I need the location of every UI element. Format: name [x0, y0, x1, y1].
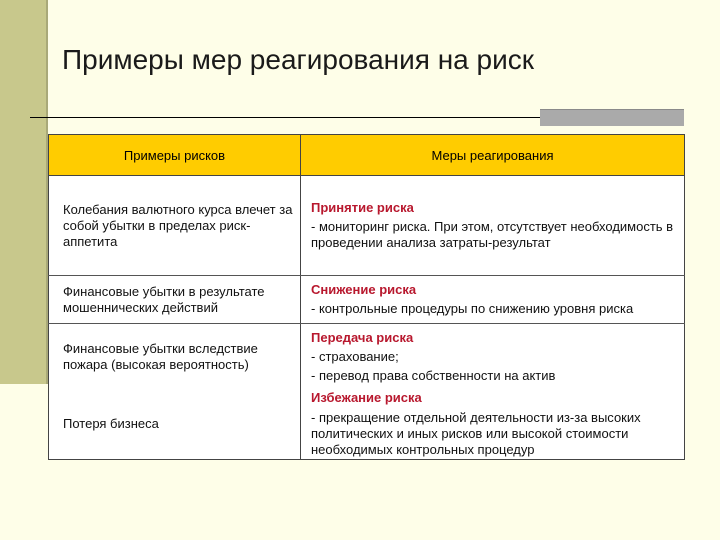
left-decorative-bar — [0, 0, 46, 384]
header-response-measures: Меры реагирования — [301, 135, 685, 176]
measure-cell — [301, 176, 685, 276]
measure-line: - контрольные процедуры по снижению уровня риска — [311, 301, 634, 316]
measure-line: - мониторинг риска. При этом, отсутствует необходимость в проведении анализа затраты-результат — [311, 219, 674, 250]
table-row — [49, 324, 685, 390]
measure-title: Избежание риска — [311, 390, 422, 406]
risk-cell: Финансовые убытки в результате мошеннических действий — [49, 276, 301, 324]
measure-title: Передача риска — [311, 329, 414, 345]
measure-line: - перевод права собственности на актив — [311, 367, 556, 383]
measure-title: Принятие риска — [311, 200, 414, 215]
measure-cell — [301, 324, 685, 390]
table-header-row — [49, 135, 685, 176]
table-row — [49, 390, 685, 460]
risk-response-table — [48, 134, 685, 460]
measure-title: Снижение риска — [311, 282, 417, 297]
measure-cell — [301, 276, 685, 324]
measure-cell — [301, 390, 685, 460]
slide-title: Примеры мер реагирования на риск — [62, 44, 534, 75]
risk-cell: Колебания валютного курса влечет за собой убытки в пределах риск-аппетита — [49, 176, 301, 276]
table-row — [49, 176, 685, 276]
risk-cell: Потеря бизнеса — [49, 390, 301, 460]
accent-block — [540, 110, 684, 126]
measure-line: - прекращение отдельной деятельности из-за высоких политических и иных рисков или высокой стоимости необходимых контрольных процедур — [311, 410, 641, 458]
risk-cell: Финансовые убытки вследствие пожара (высокая вероятность) — [49, 324, 301, 390]
header-risk-examples: Примеры рисков — [49, 135, 301, 176]
table-row — [49, 276, 685, 324]
measure-line: - страхование; — [311, 348, 399, 364]
